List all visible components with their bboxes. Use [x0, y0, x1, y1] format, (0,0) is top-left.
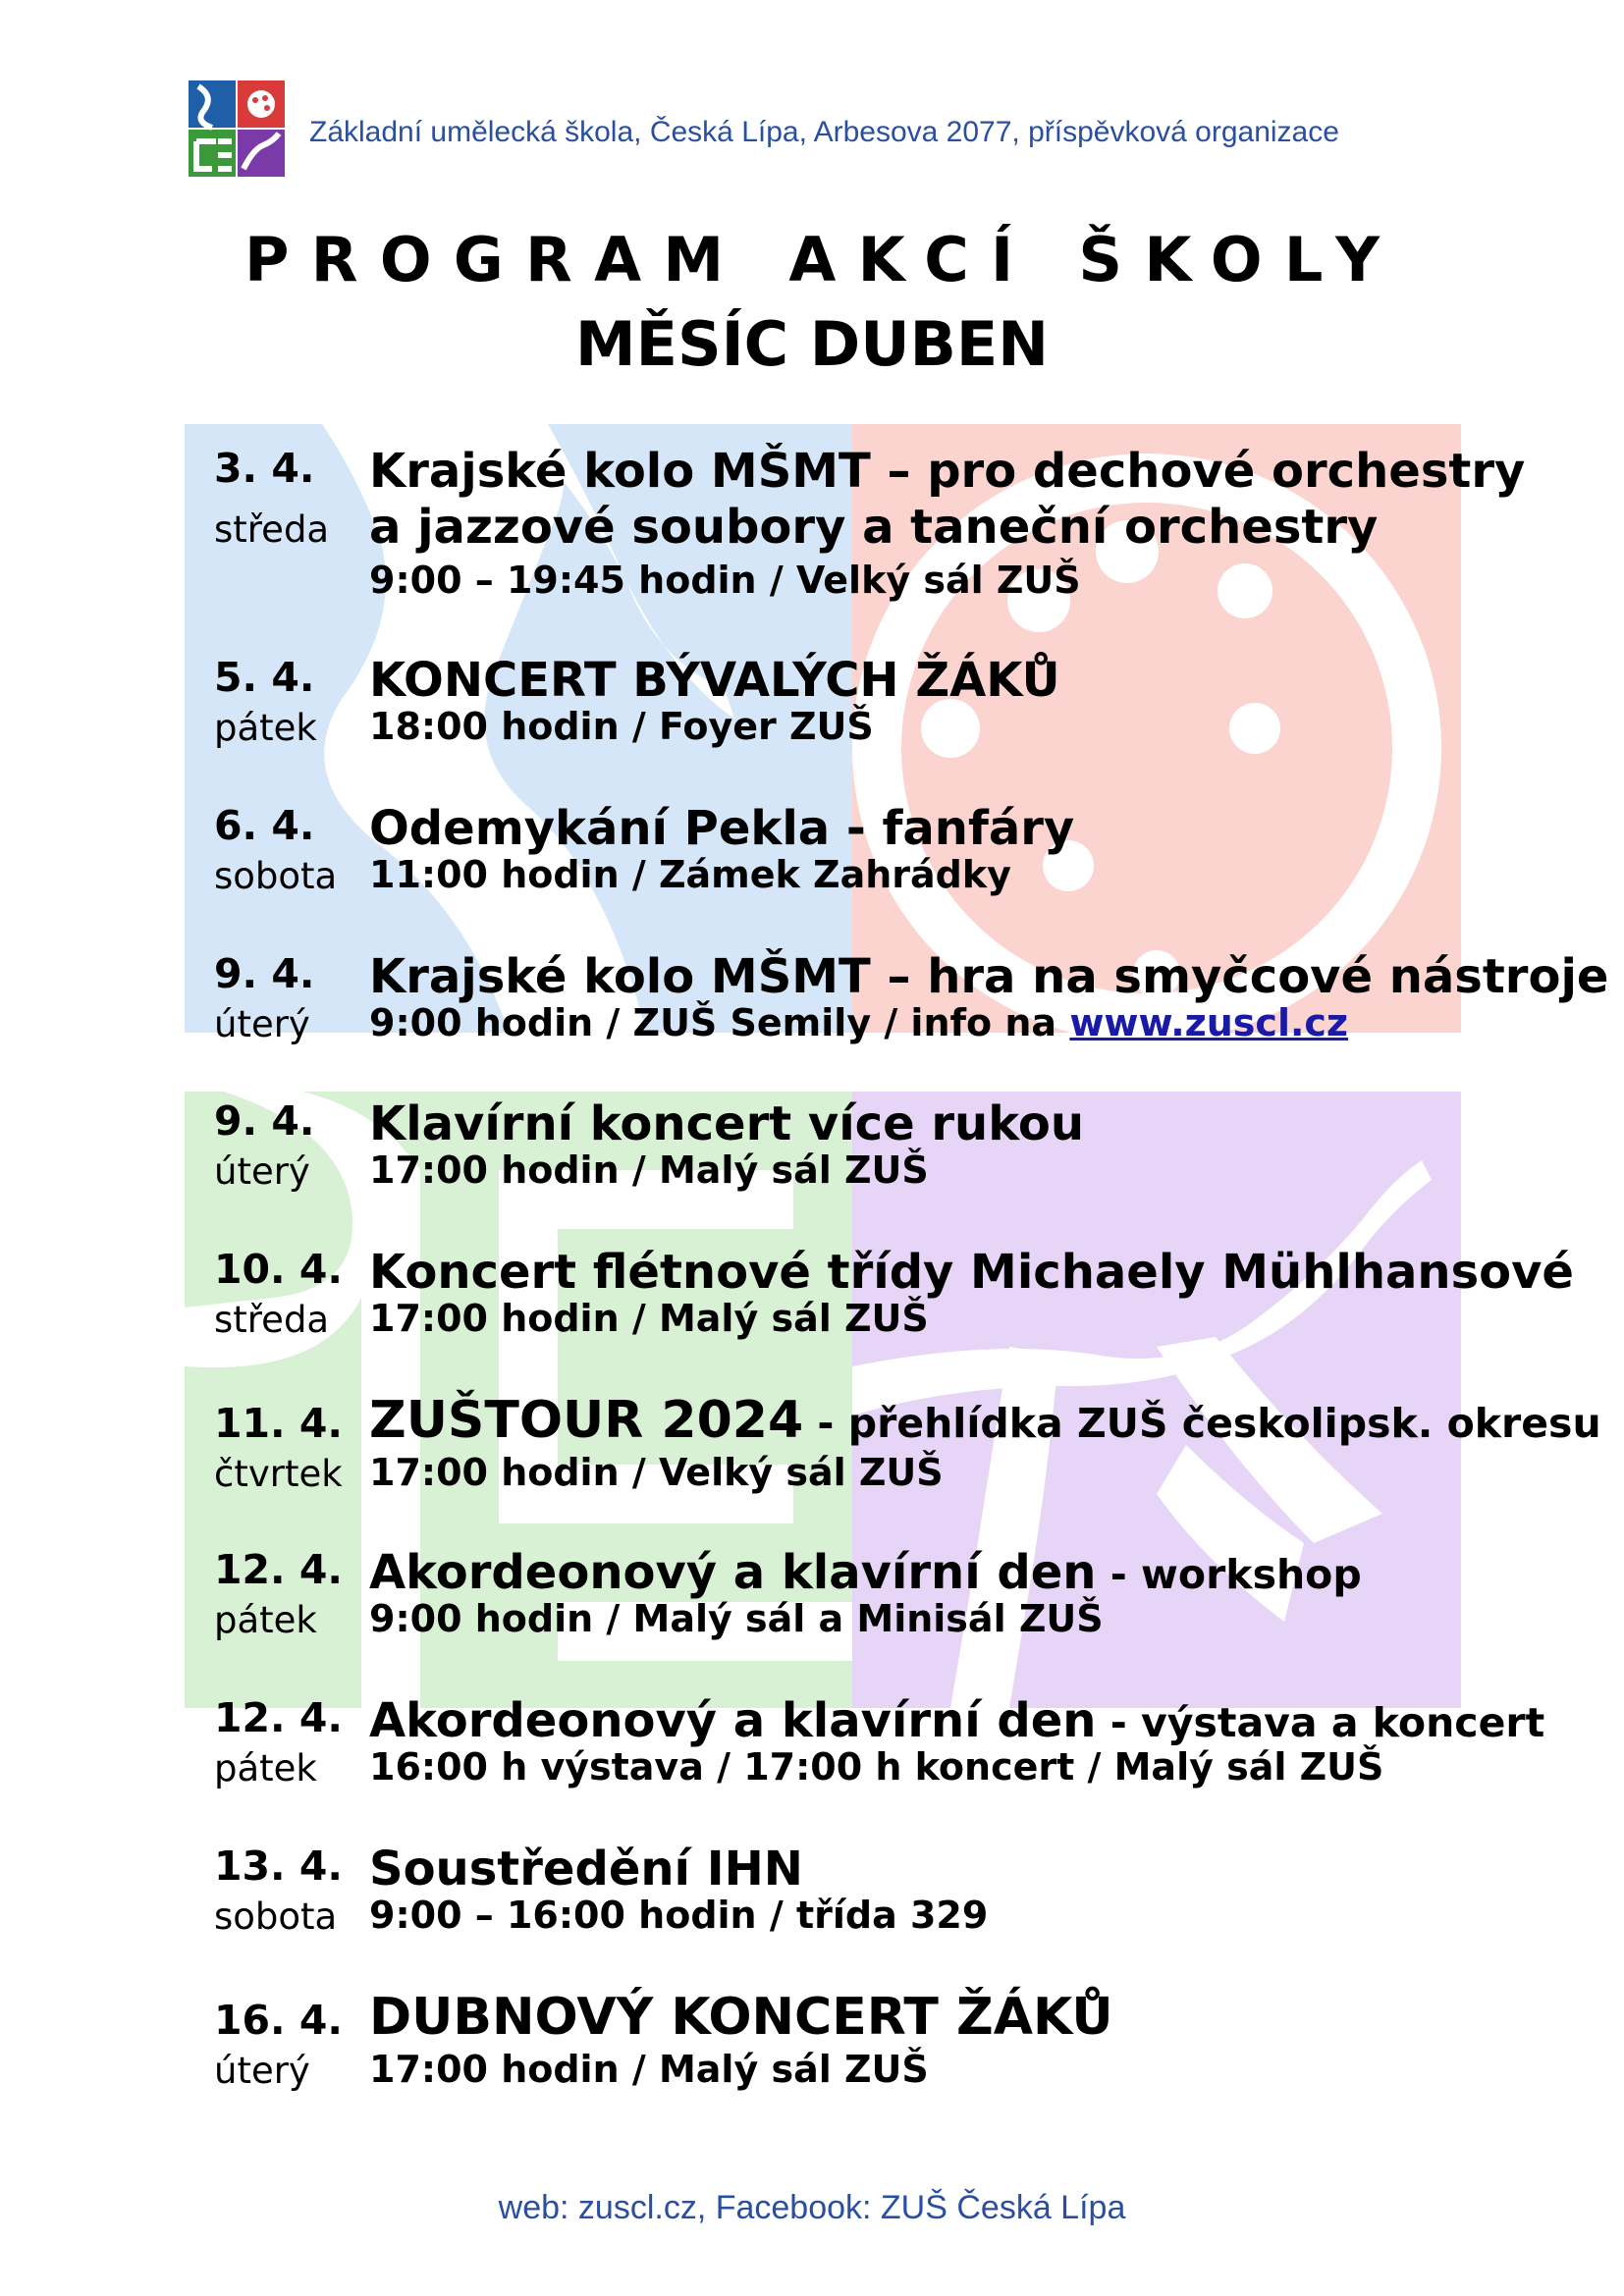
event-day: úterý	[214, 2050, 310, 2092]
footer-contact: web: zuscl.cz, Facebook: ZUŠ Česká Lípa	[498, 2189, 1126, 2226]
event-date: 16. 4.	[214, 1997, 344, 2044]
school-logo	[189, 80, 285, 177]
background-logo-art	[185, 424, 1461, 1708]
event-date: 9. 4.	[214, 950, 315, 997]
event-details: 17:00 hodin / Malý sál ZUŠ	[369, 1297, 929, 1340]
event-name-suffix: - přehlídka ZUŠ českolipsk. okresu	[803, 1400, 1601, 1447]
event-day: sobota	[214, 1896, 338, 1938]
event-details: 17:00 hodin / Malý sál ZUŠ	[369, 2048, 929, 2091]
event-date: 5. 4.	[214, 654, 315, 701]
event-details: 9:00 hodin / Malý sál a Minisál ZUŠ	[369, 1597, 1104, 1640]
event-date: 10. 4.	[214, 1246, 344, 1293]
event-date: 6. 4.	[214, 802, 315, 849]
event-name	[369, 1690, 1544, 1753]
event-name: Koncert flétnové třídy Michaely Mühlhansové	[369, 1245, 1574, 1300]
event-details: 9:00 – 16:00 hodin / třída 329	[369, 1894, 989, 1937]
event-details: 16:00 h výstava / 17:00 h koncert / Malý sál ZUŠ	[369, 1745, 1384, 1789]
event-date: 9. 4.	[214, 1097, 315, 1145]
event-day: čtvrtek	[214, 1453, 343, 1495]
event-details	[369, 1001, 1348, 1044]
event-date: 12. 4.	[214, 1694, 344, 1741]
event-name-main: Akordeonový a klavírní den	[369, 1545, 1097, 1600]
event-day: pátek	[214, 1599, 317, 1641]
event-name-main: ZUŠTOUR 2024	[369, 1391, 804, 1450]
website-link[interactable]: www.zuscl.cz	[1069, 1001, 1349, 1044]
event-name: Klavírní koncert více rukou	[369, 1096, 1084, 1151]
event-name: KONCERT BÝVALÝCH ŽÁKŮ	[369, 653, 1060, 708]
event-details-text: 9:00 hodin / ZUŠ Semily / info na	[369, 1001, 1070, 1044]
event-day: úterý	[214, 1003, 310, 1045]
event-details: 11:00 hodin / Zámek Zahrádky	[369, 853, 1011, 896]
event-name	[369, 1390, 1601, 1454]
event-date: 3. 4.	[214, 445, 315, 492]
event-details: 9:00 – 19:45 hodin / Velký sál ZUŠ	[369, 559, 1081, 602]
event-date: 13. 4.	[214, 1842, 344, 1890]
event-date: 12. 4.	[214, 1546, 344, 1593]
event-details: 17:00 hodin / Velký sál ZUŠ	[369, 1451, 944, 1494]
event-name: Soustředění IHN	[369, 1842, 803, 1896]
page-title: PROGRAM AKCÍ ŠKOLY	[244, 224, 1402, 295]
school-name: Základní umělecká škola, Česká Lípa, Arbesova 2077, příspěvková organizace	[309, 116, 1339, 148]
event-name-suffix: - workshop	[1096, 1551, 1362, 1598]
event-day: úterý	[214, 1150, 310, 1193]
event-name-suffix: - výstava a koncert	[1096, 1699, 1545, 1746]
event-details: 17:00 hodin / Malý sál ZUŠ	[369, 1148, 929, 1192]
event-day: středa	[214, 508, 330, 551]
event-name-line2: a jazzové soubory a taneční orchestry	[369, 500, 1379, 555]
event-name: Krajské kolo MŠMT – pro dechové orchestry	[369, 444, 1526, 499]
event-day: pátek	[214, 1747, 317, 1789]
event-day: středa	[214, 1299, 330, 1341]
event-name: Krajské kolo MŠMT – hra na smyčcové nástroje	[369, 949, 1609, 1004]
event-name	[369, 1542, 1362, 1605]
event-date: 11. 4.	[214, 1400, 344, 1447]
event-name: Odemykání Pekla - fanfáry	[369, 801, 1075, 856]
page-subtitle: MĚSÍC DUBEN	[574, 308, 1050, 380]
event-name: DUBNOVÝ KONCERT ŽÁKŮ	[369, 1988, 1113, 2047]
event-details: 18:00 hodin / Foyer ZUŠ	[369, 705, 874, 748]
event-day: sobota	[214, 855, 338, 897]
event-name-main: Akordeonový a klavírní den	[369, 1693, 1097, 1748]
event-day: pátek	[214, 707, 317, 749]
